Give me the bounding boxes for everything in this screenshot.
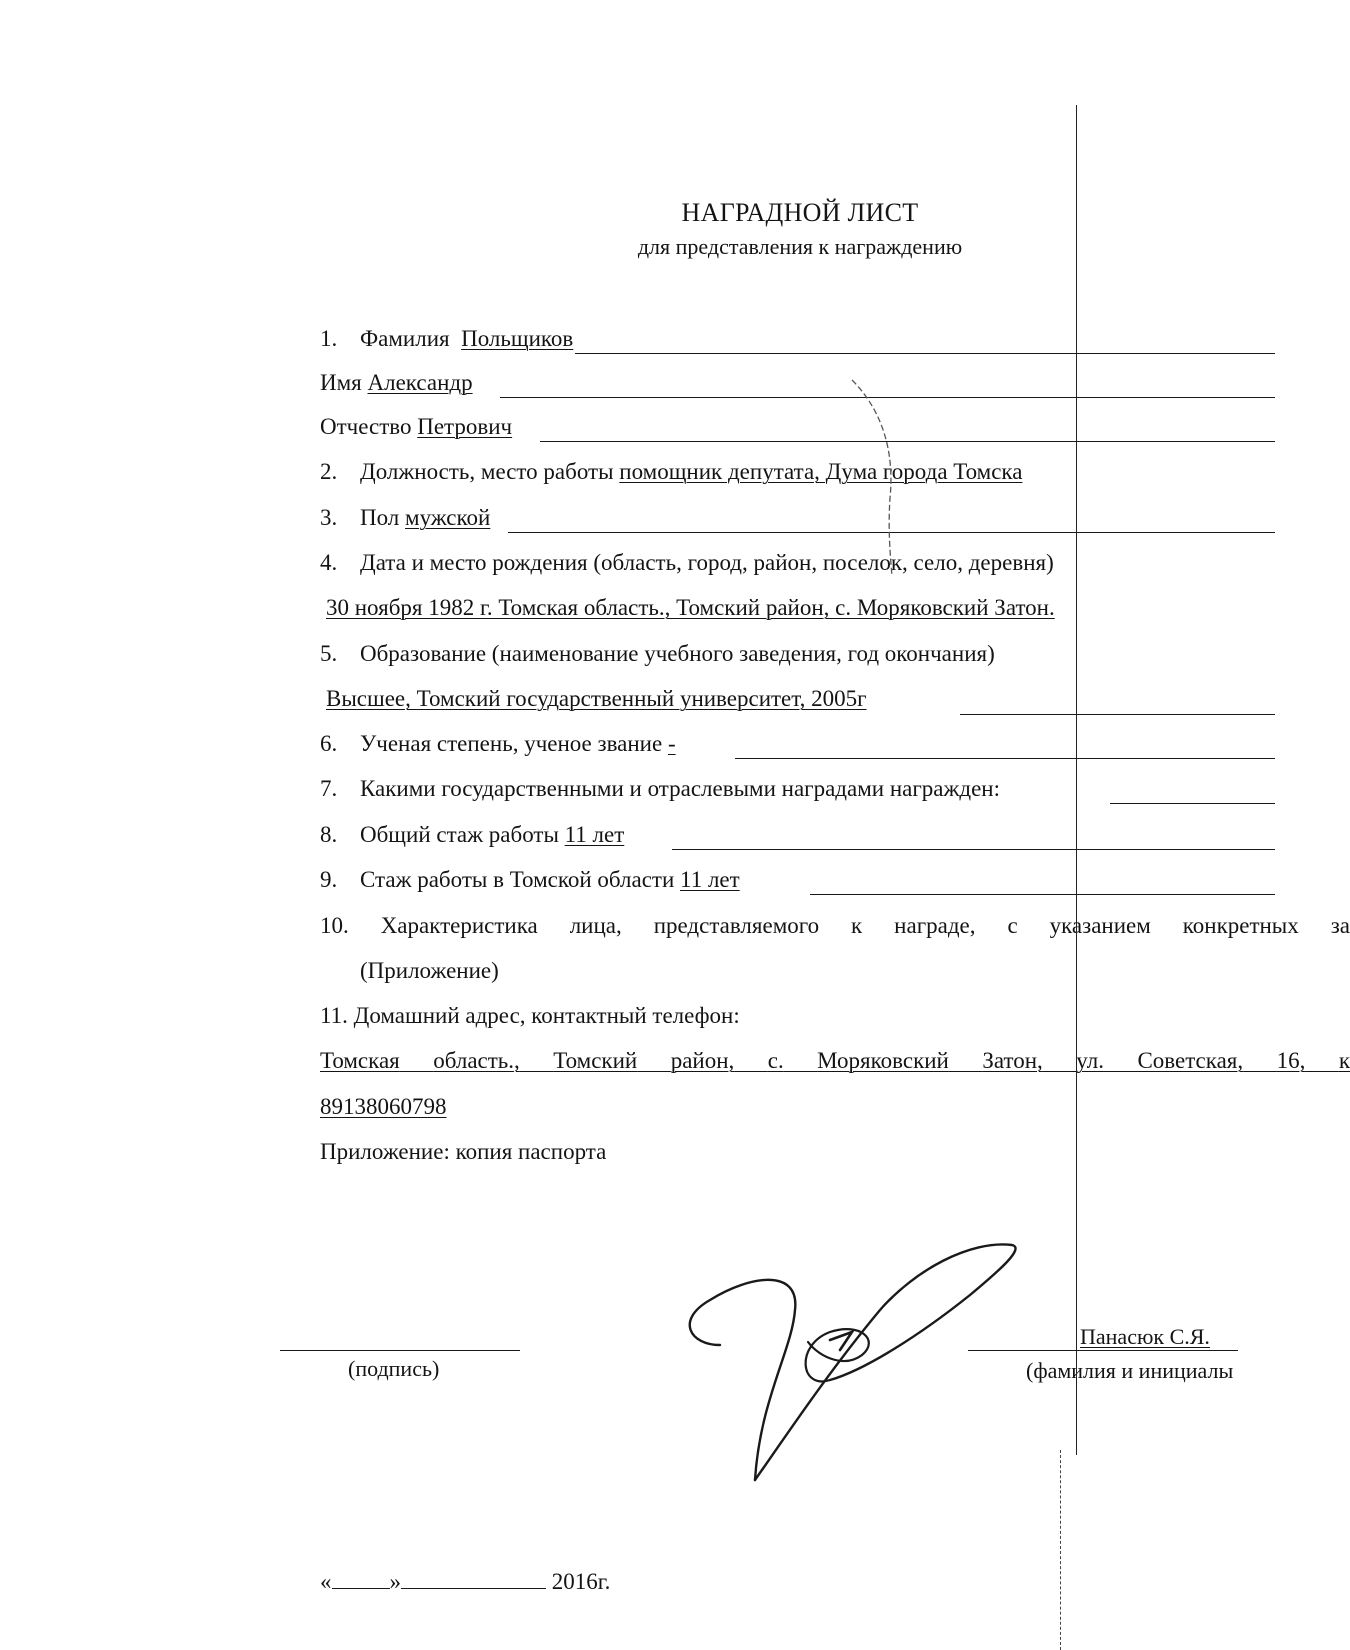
- field-name: [320, 370, 1275, 400]
- word: к: [851, 913, 863, 938]
- fill-line: [575, 353, 1275, 354]
- field-characteristic: [320, 913, 1350, 939]
- field-sex: [320, 505, 1275, 535]
- fold-line: [1076, 105, 1077, 1455]
- fill-line: [960, 714, 1275, 715]
- field-number: 8.: [320, 822, 338, 847]
- word: Томский: [553, 1048, 638, 1073]
- word: Моряковский: [817, 1048, 949, 1073]
- field-education-label: [320, 641, 1275, 671]
- word: Характеристика: [380, 913, 538, 938]
- field-birth-label: [320, 550, 1275, 580]
- field-label: Имя: [320, 370, 362, 395]
- document-title: НАГРАДНОЙ ЛИСТ: [681, 198, 919, 227]
- word: конкретных: [1182, 913, 1299, 938]
- field-label: Фамилия: [360, 326, 450, 351]
- field-number: 1.: [320, 326, 338, 351]
- fill-line: [810, 894, 1275, 895]
- field-tomsk-experience: [320, 867, 1275, 897]
- field-number: 9.: [320, 867, 338, 892]
- word: область.,: [433, 1048, 520, 1073]
- date-year: 2016г.: [551, 1569, 611, 1594]
- signature-line: [280, 1350, 520, 1351]
- field-value-phone: 89138060798: [320, 1094, 447, 1119]
- word: к: [1338, 1048, 1350, 1073]
- word: с.: [767, 1048, 784, 1073]
- field-value-sex: мужской: [405, 505, 491, 530]
- field-degree: [320, 731, 1275, 761]
- signature-caption: (подпись): [348, 1356, 440, 1381]
- word: за: [1330, 913, 1350, 938]
- word: награде,: [894, 913, 976, 938]
- word: с: [1007, 913, 1018, 938]
- signer-name: [1080, 1324, 1210, 1350]
- pencil-mark: [850, 378, 910, 578]
- field-birth-value: [326, 595, 1275, 625]
- field-label: Должность, место работы: [360, 459, 614, 484]
- field-characteristic-continuation: [360, 958, 1275, 988]
- field-value-surname: Польщиков: [461, 326, 574, 351]
- quote-open: «: [320, 1569, 332, 1594]
- field-value-name: Александр: [367, 370, 473, 395]
- field-label: Отчество: [320, 414, 412, 439]
- field-number: 10.: [320, 913, 349, 938]
- word: район,: [670, 1048, 735, 1073]
- signer-name-text: Панасюк С.Я.: [1080, 1324, 1210, 1349]
- field-number: 11.: [320, 1003, 348, 1028]
- field-label: Образование (наименование учебного заведения, год окончания): [360, 641, 995, 666]
- field-total-experience: [320, 822, 1275, 852]
- quote-close: »: [389, 1569, 401, 1594]
- word: Советская,: [1137, 1048, 1244, 1073]
- field-value-education: Высшее, Томский государственный университет, 2005г: [326, 686, 867, 711]
- day-blank: [332, 1568, 390, 1589]
- date-line: [320, 1568, 1275, 1598]
- field-label: Домашний адрес, контактный телефон:: [353, 1003, 740, 1028]
- field-number: 2.: [320, 459, 338, 484]
- document-subtitle: для представления к награждению: [637, 234, 963, 259]
- attachment-text: Приложение: копия паспорта: [320, 1139, 607, 1164]
- field-address-value: [320, 1048, 1350, 1074]
- signer-caption: (фамилия и инициалы: [1026, 1358, 1234, 1383]
- word: лица,: [569, 913, 622, 938]
- word: ул.: [1076, 1048, 1104, 1073]
- field-education-value: [326, 686, 1275, 716]
- field-value-total-experience: 11 лет: [564, 822, 625, 847]
- word: представляемого: [653, 913, 820, 938]
- fold-line-dashed: [1060, 1450, 1061, 1650]
- word: Томская: [320, 1048, 400, 1073]
- field-continuation: (Приложение): [360, 958, 499, 983]
- field-value-birth: 30 ноября 1982 г. Томская область., Томский район, с. Моряковский Затон.: [326, 595, 1055, 620]
- field-label: Пол: [360, 505, 400, 530]
- field-address-label: [320, 1003, 1275, 1033]
- field-surname: [320, 326, 1275, 356]
- field-value-patronymic: Петрович: [417, 414, 513, 439]
- field-label: Какими государственными и отраслевыми наградами награжден:: [360, 776, 1000, 801]
- field-value-tomsk-experience: 11 лет: [680, 867, 740, 892]
- word: 16,: [1276, 1048, 1306, 1073]
- field-label: Ученая степень, ученое звание: [360, 731, 663, 756]
- month-blank: [401, 1568, 546, 1589]
- field-number: 7.: [320, 776, 338, 801]
- fill-line: [1110, 803, 1275, 804]
- field-phone: [320, 1094, 1275, 1124]
- field-label: Дата и место рождения (область, город, район, поселок, село, деревня): [360, 550, 1054, 575]
- field-number: 3.: [320, 505, 338, 530]
- field-position: [320, 459, 1275, 489]
- handwritten-signature: [680, 1240, 1020, 1490]
- field-label: Стаж работы в Томской области: [360, 867, 675, 892]
- attachment-note: [320, 1139, 1275, 1169]
- field-number: 5.: [320, 641, 338, 666]
- field-patronymic: [320, 414, 1275, 444]
- field-number: 6.: [320, 731, 338, 756]
- field-value-degree: -: [667, 731, 676, 756]
- field-number: 4.: [320, 550, 338, 575]
- word: указанием: [1049, 913, 1151, 938]
- field-label: Общий стаж работы: [360, 822, 559, 847]
- word: Затон,: [982, 1048, 1043, 1073]
- field-value-position: помощник депутата, Дума города Томска: [619, 459, 1023, 484]
- field-awards: [320, 776, 1275, 806]
- fill-line: [735, 758, 1275, 759]
- fill-line: [672, 849, 1275, 850]
